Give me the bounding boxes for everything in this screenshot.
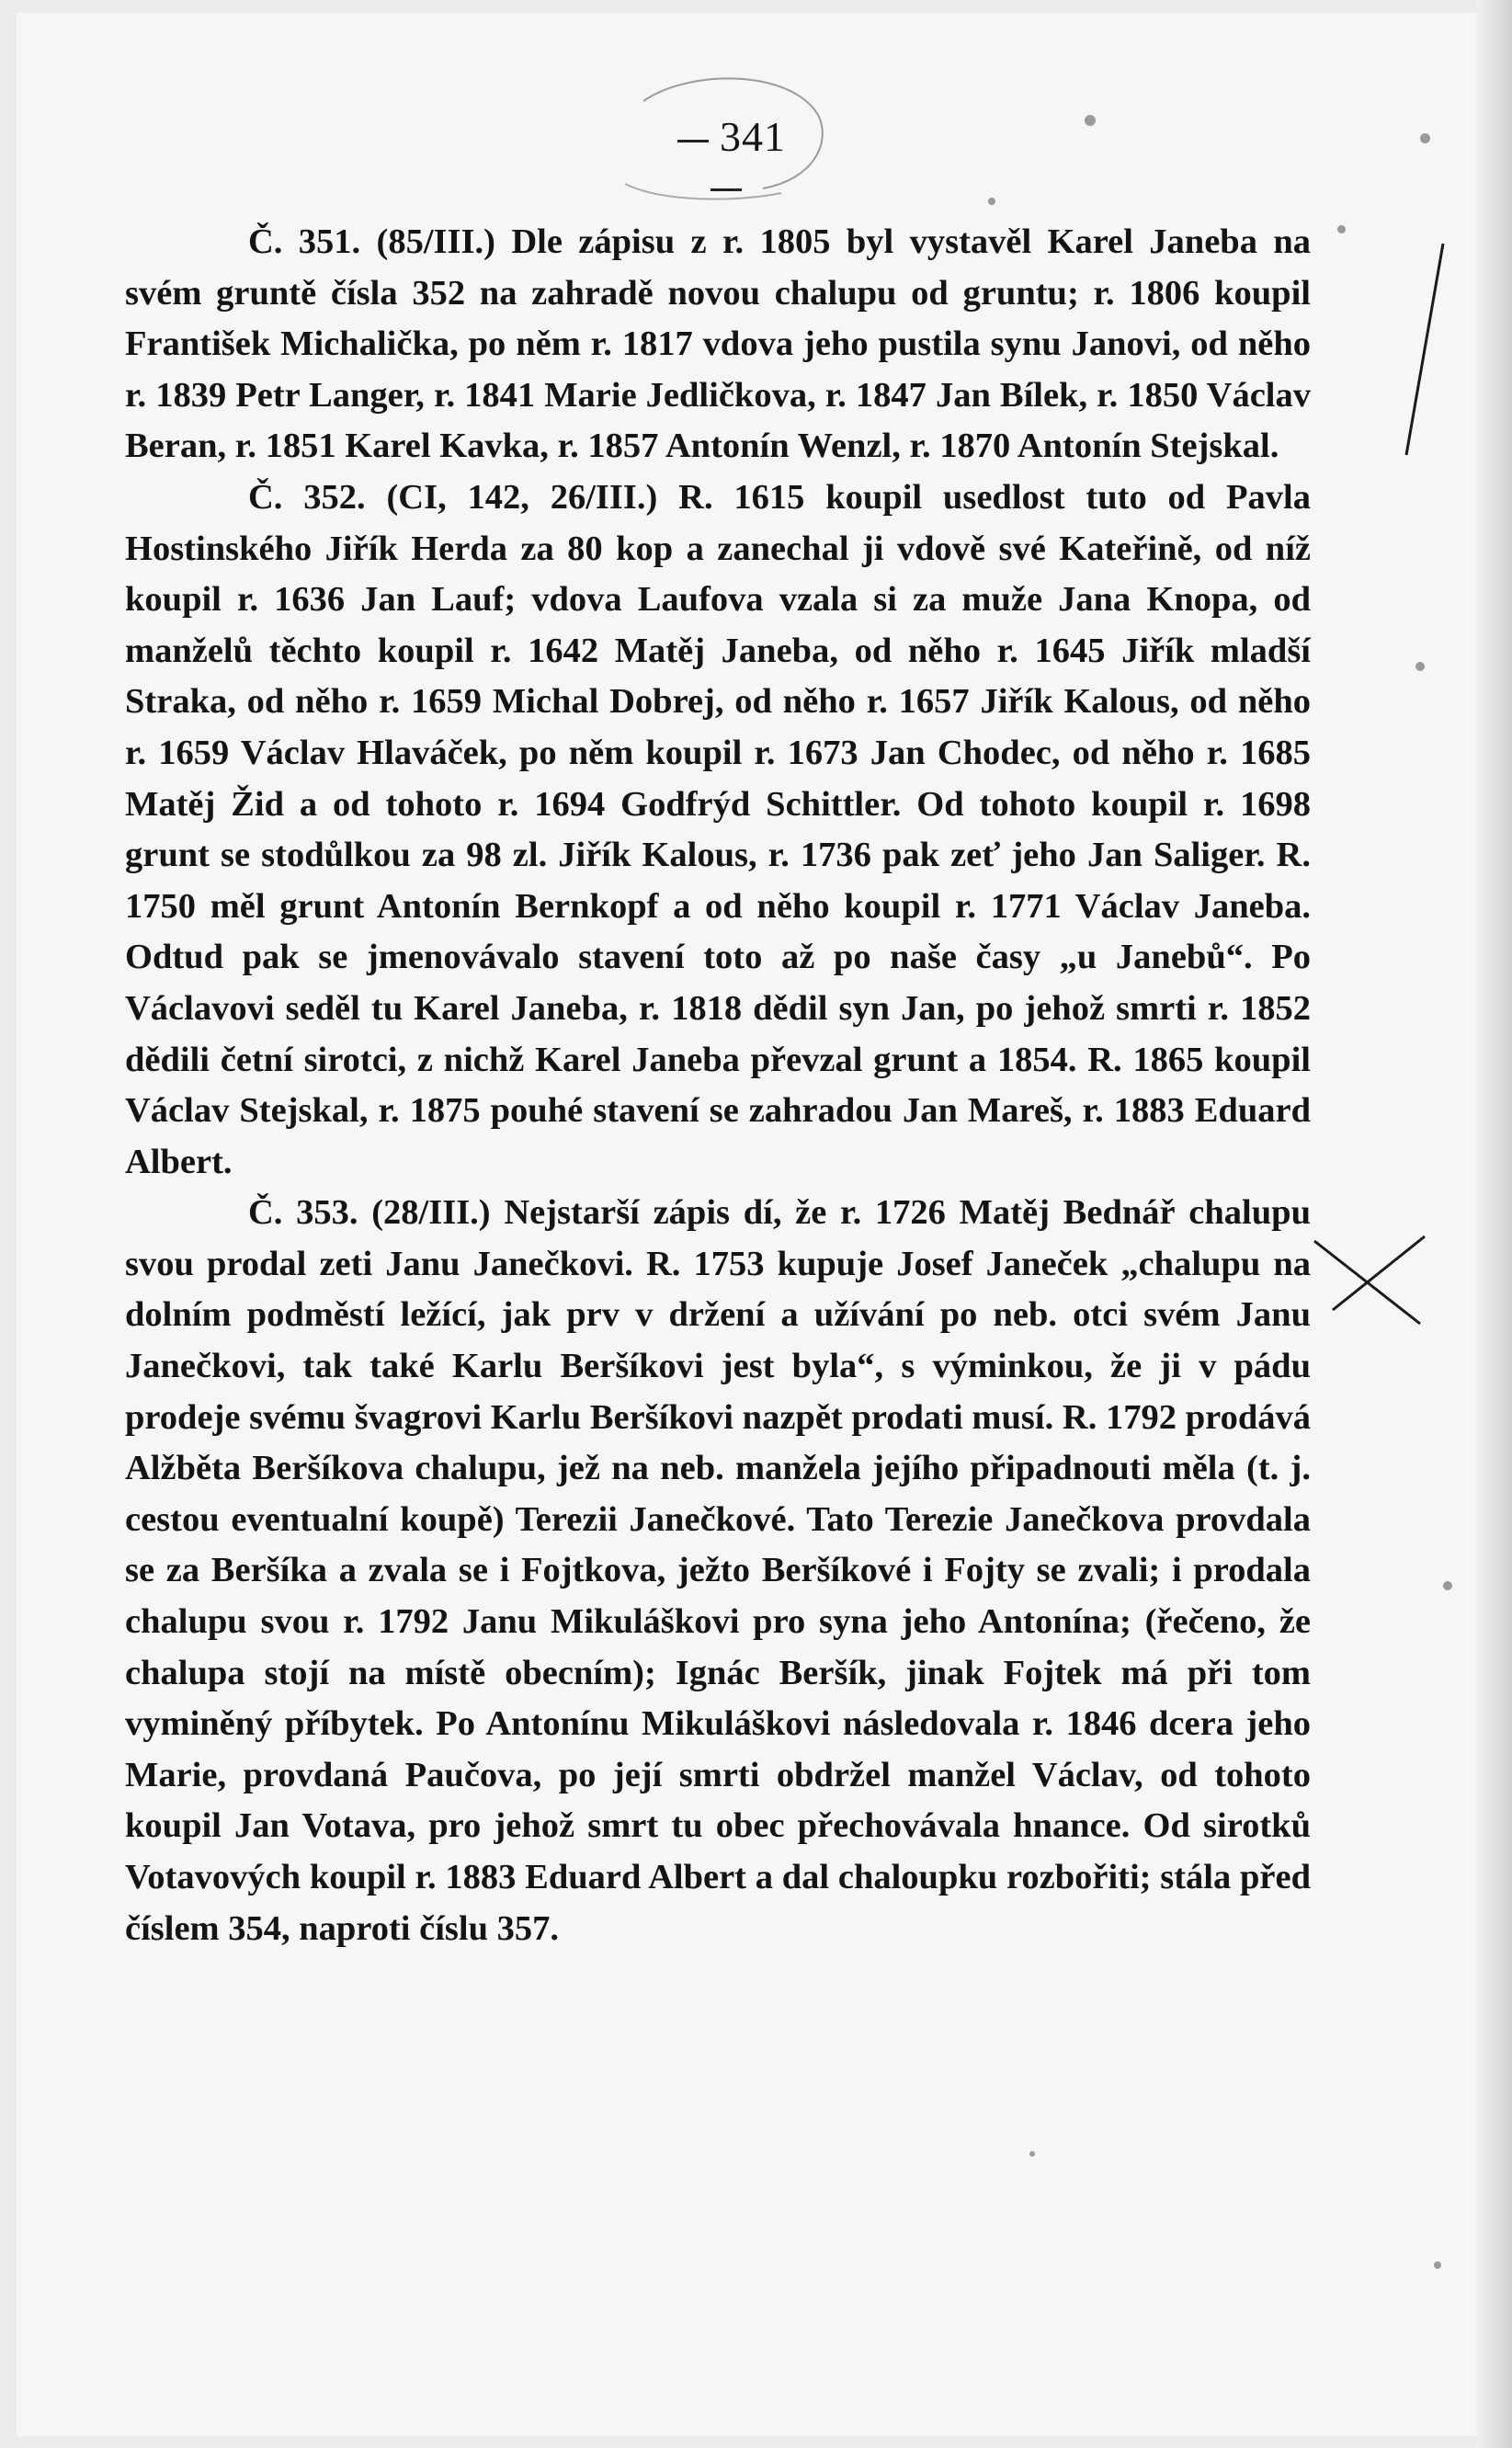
page-number-value: 341 bbox=[720, 113, 786, 160]
margin-pencil-stroke bbox=[1388, 234, 1452, 464]
scan-speck bbox=[1434, 2261, 1441, 2269]
document-body bbox=[125, 217, 1311, 1954]
entry-c351-text: Č. 351. (85/III.) Dle zápisu z r. 1805 byl vystavěl Karel Janeba na svém gruntě čísla 352 na zahradě novou chalupu od gruntu; r. 1806 koupil František Michalička, po něm r. 1817 vdova jeho pustila synu Janovi, od něho r. 1839 Petr Langer, r. 1841 Marie Jedličkova, r. 1847 Jan Bílek, r. 1850 Václav Beran, r. 1851 Karel Kavka, r. 1857 Antonín Wenzl, r. 1870 Antonín Stejskal. bbox=[125, 222, 1311, 466]
entry-c352-text: Č. 352. (CI, 142, 26/III.) R. 1615 koupil usedlost tuto od Pavla Hostinského Jiřík Herda za 80 kop a zanechal ji vdově své Kateřině, od níž koupil r. 1636 Jan Lauf; vdova Laufova vzala si za muže Jana Knopa, od manželů těchto koupil r. 1642 Matěj Janeba, od něho r. 1645 Jiřík mladší Straka, od něho r. 1659 Michal Dobrej, od něho r. 1657 Jiřík Kalous, od něho r. 1659 Václav Hlaváček, po něm koupil r. 1673 Jan Chodec, od něho r. 1685 Matěj Žid a od tohoto r. 1694 Godfrýd Schittler. Od tohoto koupil r. 1698 grunt se stodůlkou za 98 zl. Jiřík Kalous, r. 1736 pak zeť jeho Jan Saliger. R. 1750 měl grunt Antonín Bernkopf a od něho koupil r. 1771 Václav Janeba. Odtud pak se jmenovávalo stavení toto až po naše časy „u Janebů“. Po Václavovi seděl tu Karel Janeba, r. 1818 dědil syn Jan, po jehož smrti r. 1852 dědili četní sirotci, z nichž Karel Janeba převzal grunt a 1854. R. 1865 koupil Václav Stejskal, r. 1875 pouhé stavení se zahradou Jan Mareš, r. 1883 Eduard Albert. bbox=[125, 477, 1311, 1181]
page-edge-shadow bbox=[1477, 0, 1512, 2448]
scan-speck bbox=[988, 198, 995, 205]
entry-c352 bbox=[125, 473, 1311, 1188]
page-number bbox=[643, 112, 809, 210]
scan-speck bbox=[1337, 225, 1346, 233]
scan-speck bbox=[1420, 133, 1430, 143]
entry-c351 bbox=[125, 217, 1311, 473]
scan-speck bbox=[1085, 115, 1096, 126]
page-number-right-dash bbox=[711, 188, 742, 191]
scan-speck bbox=[1029, 2151, 1035, 2157]
page-number-left-dash bbox=[677, 140, 709, 142]
scan-speck bbox=[1415, 662, 1425, 671]
margin-cross-mark bbox=[1296, 1223, 1434, 1333]
entry-c353-text: Č. 353. (28/III.) Nejstarší zápis dí, že r. 1726 Matěj Bednář chalupu svou prodal zeti Janu Janečkovi. R. 1753 kupuje Josef Janeček „chalupu na dolním podměstí ležící, jak prv v držení a užívání po neb. otci svém Janu Janečkovi, tak také Karlu Beršíkovi jest byla“, s výminkou, že ji v pádu prodeje svému švagrovi Karlu Beršíkovi nazpět prodati musí. R. 1792 prodává Alžběta Beršíkova chalupu, jež na neb. manžela jejího připadnouti měla (t. j. cestou eventualní koupě) Terezii Janečkové. Tato Terezie Janečkova provdala se za Beršíka a zvala se i Fojtkova, ježto Beršíkové i Fojty se zvali; i prodala chalupu svou r. 1792 Janu Mikuláškovi pro syna jeho Antonína; (řečeno, že chalupa stojí na místě obecním); Ignác Beršík, jinak Fojtek má při tom vyminěný příbytek. Po Antonínu Mikuláškovi následovala r. 1846 dcera jeho Marie, provdaná Paučova, po její smrti obdržel manžel Václav, od tohoto koupil Jan Votava, pro jehož smrt tu obec přechovávala hnance. Od sirotků Votavových koupil r. 1883 Eduard Albert a dal chaloupku rozbořiti; stála před číslem 354, naproti číslu 357. bbox=[125, 1193, 1311, 1948]
scan-speck bbox=[1443, 1581, 1452, 1590]
entry-c353 bbox=[125, 1188, 1311, 1954]
